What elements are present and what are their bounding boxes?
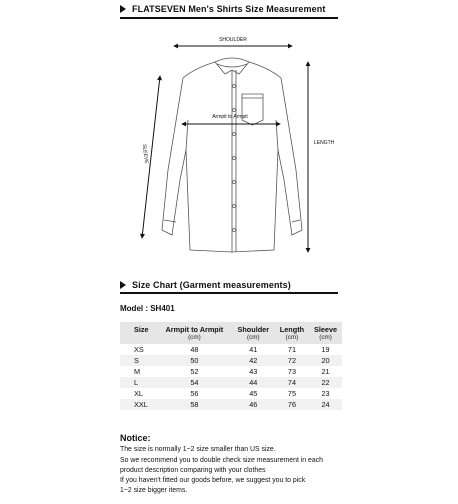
notice-section [120,433,360,497]
table-cell: 22 [309,377,342,388]
table-cell: 54 [157,377,232,388]
triangle-bullet-icon [120,5,126,13]
table-cell: 58 [157,399,232,410]
shirt-buttons [233,85,236,232]
column-header: Shoulder [232,322,275,334]
table-cell: 20 [309,355,342,366]
length-label: LENGTH [314,140,335,146]
table-cell: 41 [249,345,258,354]
column-header: Armpit to Armpit [157,322,232,334]
page-title-text: FLATSEVEN Men's Shirts Size Measurement [132,4,326,14]
table-row [120,366,342,377]
unit-cell: (cm) [232,334,275,344]
size-chart-heading [120,280,291,290]
table-header-row [120,322,342,334]
size-table [120,322,342,410]
table-cell: 74 [275,377,309,388]
size-chart-heading-text: Size Chart (Garment measurements) [132,280,291,290]
column-header: Size [120,322,157,334]
table-cell: 76 [275,399,309,410]
table-cell: 72 [275,355,309,366]
table-cell: 44 [232,377,275,388]
table-cell: 19 [321,345,330,354]
notice-line: 1~2 size bigger items. [120,487,188,495]
table-cell: M [134,367,141,376]
shoulder-label: SHOULDER [219,37,247,43]
title-divider [120,17,338,19]
table-cell: XXL [120,399,157,410]
table-cell: 71 [287,345,297,354]
table-cell: 43 [249,367,258,376]
notice-title: Notice: [120,433,151,443]
model-number: Model : SH401 [120,304,175,313]
table-cell: 73 [287,367,297,376]
table-cell: L [120,377,157,388]
table-row [120,355,342,366]
table-row [120,377,342,388]
notice-line: product description comparing with your clothes [120,466,266,474]
page-title [120,4,325,14]
table-cell: 56 [190,389,199,398]
table-cell: 23 [321,389,330,398]
unit-cell: (cm) [157,334,232,344]
unit-cell [120,334,157,344]
shirt-outline [162,58,302,252]
table-cell: 21 [321,367,330,376]
sleeve-label: SLEEVE [140,143,150,164]
table-row [120,388,342,399]
armpit-label: Armpit to Armpit [212,114,248,120]
table-cell: 42 [232,355,275,366]
column-header: Length [275,322,309,334]
notice-line: The size is normally 1~2 size smaller than US size. [120,446,276,454]
table-cell: 46 [232,399,275,410]
table-cell: XL [134,389,143,398]
table-cell: XS [134,345,144,354]
table-unit-row [120,334,342,344]
table-row [120,399,342,410]
table-cell: 45 [249,389,258,398]
table-cell: 48 [190,345,199,354]
unit-cell: (cm) [309,334,342,344]
table-cell: 50 [157,355,232,366]
column-header: Sleeve [309,322,342,334]
table-cell: 24 [309,399,342,410]
table-cell: S [120,355,157,366]
table-cell: 75 [287,389,297,398]
size-chart-divider [120,292,338,294]
unit-cell: (cm) [275,334,309,344]
triangle-bullet-icon [120,281,126,289]
table-row [120,344,342,355]
notice-line: So we recommend you to double check size measurement in each [120,456,323,464]
table-cell: 52 [190,367,199,376]
notice-line: If you haven't fitted our goods before, we suggest you to pick [120,477,306,485]
shirt-diagram [120,30,350,268]
